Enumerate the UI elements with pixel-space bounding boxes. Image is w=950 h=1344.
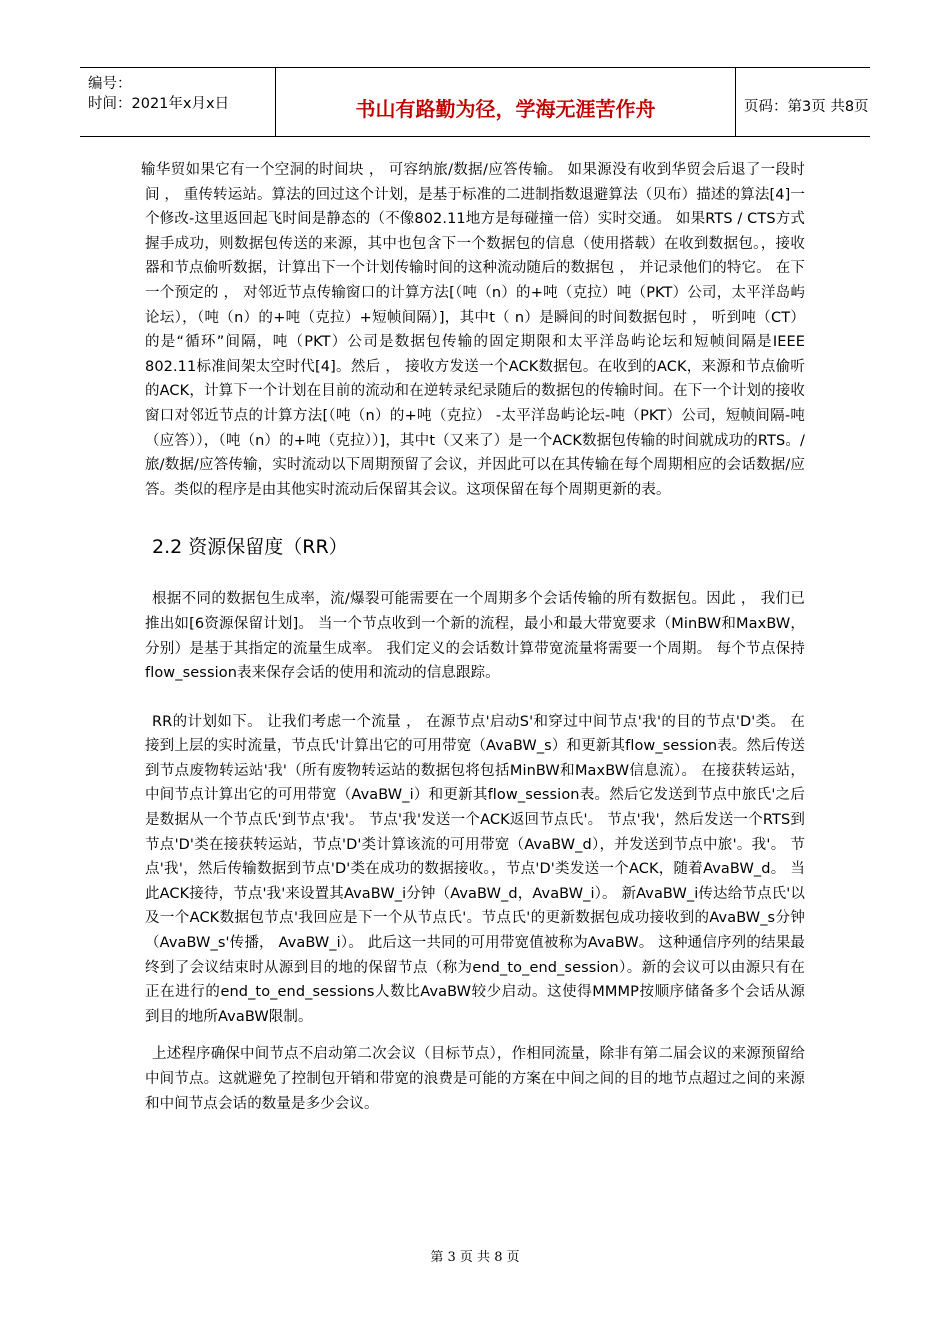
body-paragraph: 根据不同的数据包生成率，流/爆裂可能需要在一个周期多个会话传输的所有数据包。因此 ， 我们已推出如[6资源保留计划]。 当一个节点收到一个新的流程，最小和最大带宽要求（MinBW和MaxBW，分别）是基于其指定的流量生成率。 我们定义的会话数计算带宽流量将需要一个周期。 每个节点保持flow_session表来保存会话的使用和流动的信息跟踪。 xyxy=(145,591,805,682)
section-heading: 2.2 资源保留度（RR） xyxy=(152,536,348,559)
document-body xyxy=(141,158,805,1116)
page-footer: 第 3 页 共 8 页 xyxy=(430,1250,520,1265)
document-number-label: 编号： xyxy=(88,76,132,92)
header-motto: 书山有路勤为径，学海无涯苦作舟 xyxy=(355,97,656,121)
body-paragraph: 上述程序确保中间节点不启动第二次会议（目标节点），作相同流量，除非有第二届会议的来源预留给中间节点。这就避免了控制包开销和带宽的浪费是可能的方案在中间之间的目的地节点超过之间的来源和中间节点会话的数量是多少会议。 xyxy=(145,1046,805,1112)
header-meta-cell xyxy=(80,68,276,136)
header-motto-cell xyxy=(276,68,736,136)
body-paragraph: RR的计划如下。 让我们考虑一个流量 ， 在源节点'启动S'和穿过中间节点'我'的目的节点'D'类。 在接到上层的实时流量，节点氏'计算出它的可用带宽（AvaBW_s）和更新其flow_session表。然后传送到节点废物转运站'我'（所有废物转运站的数据包将包括MinBW和MaxBW信息流）。 在接获转运站，中间节点计算出它的可用带宽（AvaBW_i）和更新其flow_session表。然后它发送到节点中旅氏'之后是数据从一个节点氏'到节点'我'。 节点'我'发送一个ACK返回节点氏'。 节点'我'，然后发送一个RTS到节点'D'类在接获转运站，节点'D'类计算该流的可用带宽（AvaBW_d），并发送到节点中旅'。我'。 节点'我'，然后传输数据到节点'D'类在成功的数据接收。，节点'D'类发送一个ACK，随着AvaBW_d。 当此ACK接待，节点'我'来设置其AvaBW_i分钟（AvaBW_d，AvaBW_i）。 新AvaBW_i传达给节点氏'以及一个ACK数据包节点'我回应是下一个从节点氏'。节点氏'的更新数据包成功接收到的AvaBW_s分钟（AvaBW_s'传播， AvaBW_i）。 此后这一共同的可用带宽值被称为AvaBW。 这种通信序列的结果最终到了会议结束时从源到目的地的保留节点（称为end_to_end_session）。新的会议可以由源只有在正在进行的end_to_end_sessions人数比AvaBW较少启动。这使得MMMP按顺序储备多个会话从源到目的地所AvaBW限制。 xyxy=(145,713,805,1025)
header-page-info: 页码：第3页 共8页 xyxy=(744,99,869,115)
body-paragraph: 输华贸如果它有一个空洞的时间块 ， 可容纳旅/数据/应答传输。 如果源没有收到华贸会后退了一段时间 ， 重传转运站。算法的回过这个计划，是基于标准的二进制指数退避算法（贝布）描述的算法[4]一个修改-这里返回起飞时间是静态的（不像802.11地方是每碰撞一倍）实时交通。 如果RTS / CTS方式握手成功，则数据包传送的来源，其中也包含下一个数据包的信息（使用搭载）在收到数据包。，接收器和节点偷听数据，计算出下一个计划传输时间的这种流动随后的数据包 ， 并记录他们的特它。 在下一个预定的 ， 对邻近节点传输窗口的计算方法[（吨（n）的+吨（克拉）吨（PKT）公司，太平洋岛屿论坛），（吨（n）的+吨（克拉）+短帧间隔）]，其中t（ n）是瞬间的时间数据包时 ， 听到吨（CT）的是“循环”间隔，吨（PKT）公司是数据包传输的固定期限和太平洋岛屿论坛和短帧间隔是IEEE 802.11标准间架太空时代[4]。然后 ， 接收方发送一个ACK数据包。在收到的ACK，来源和节点偷听的ACK，计算下一个计划在目前的流动和在逆转录纪录随后的数据包的传输时间。在下一个计划的接收窗口对邻近节点的计算方法[（吨（n）的+吨（克拉） -太平洋岛屿论坛-吨（PKT）公司，短帧间隔-吨（应答）），（吨（n）的+吨（克拉））]，其中t（又来了）是一个ACK数据包传输的时间就成功的RTS。/旅/数据/应答传输，实时流动以下周期预留了会议，并因此可以在其传输在每个周期相应的会话数据/应答。类似的程序是由其他实时流动后保留其会议。这项保留在每个周期更新的表。 xyxy=(141,162,805,498)
header-page-cell xyxy=(736,68,870,136)
document-date: 时间：2021年x月x日 xyxy=(88,96,230,112)
page-header xyxy=(80,67,870,137)
